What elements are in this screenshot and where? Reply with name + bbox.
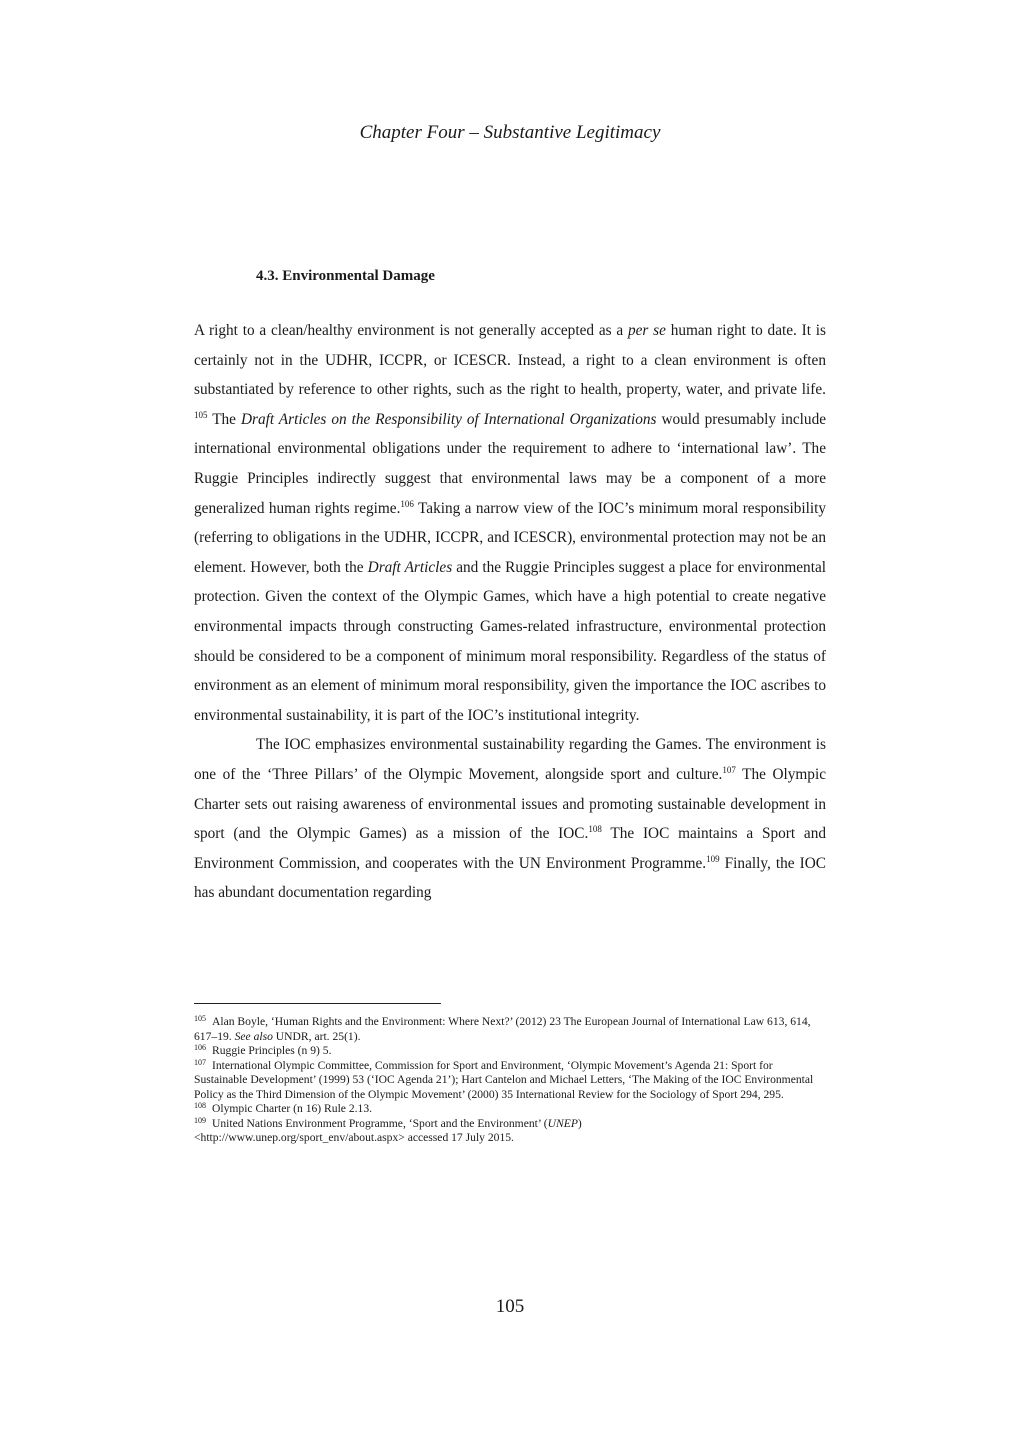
emphasis: per se — [627, 322, 666, 339]
text-run: The IOC maintains a Sport and Environment Commission, and cooperates with the UN Environment Programme. — [194, 825, 826, 872]
body-text — [194, 316, 826, 908]
text-run: The Olympic Charter sets out raising awareness of environmental issues and promoting sustainable development in sport (and the Olympic Games) as a mission of the IOC. — [194, 765, 826, 843]
text-run: would presumably include international environmental obligations under the requirement to adhere to ‘international law’. The Ruggie Principles indirectly suggest that environmental laws may be a component of a more generalized human rights regime. — [194, 410, 827, 517]
footnote-107 — [194, 1059, 826, 1103]
footnote-text: United Nations Environment Programme, ‘Sport and the Environment’ ( — [212, 1116, 548, 1130]
footnote-ref-106[interactable]: 106 — [400, 498, 414, 509]
footnote-text: Ruggie Principles (n 9) 5. — [212, 1044, 332, 1057]
text-run: Taking a narrow view of the IOC’s minimum moral responsibility (referring to obligations in the UDHR, ICCPR, and ICESCR), environmental protection may not be an element. However, both the — [194, 499, 826, 576]
text-run: The — [207, 410, 241, 428]
footnote-text: Alan Boyle, ‘Human Rights and the Environment: Where Next?’ (2012) 23 The European Journal of International Law 613, 614, 617–19. — [194, 1015, 811, 1043]
emphasis: UNEP — [547, 1116, 578, 1130]
text-run: Finally, the IOC has abundant documentation regarding — [194, 854, 826, 902]
emphasis: See also — [234, 1029, 273, 1043]
footnote-105 — [194, 1015, 826, 1044]
section-heading: 4.3. Environmental Damage — [256, 268, 435, 284]
footnote-ref-107[interactable]: 107 — [722, 764, 736, 775]
footnotes — [194, 1015, 826, 1146]
footnote-text: International Olympic Committee, Commission for Sport and Environment, ‘Olympic Movement’s Agenda 21: Sport for Sustainable Development’ (1999) 53 (‘IOC Agenda 21’); Hart Cantelon and Michael Letters, ‘The Making of the IOC Environmental Policy as the Third Dimension of the Olympic Movement’ (2000) 35 International Review for the Sociology of Sport 294, 295. — [194, 1058, 814, 1101]
footnote-ref-108[interactable]: 108 — [588, 824, 602, 835]
footnote-text: UNDR, art. 25(1). — [272, 1029, 361, 1043]
emphasis: Draft Articles on the Responsibility of International Organizations — [240, 410, 657, 428]
footnote-number: 106 — [194, 1043, 206, 1052]
footnote-text: ) — [577, 1116, 582, 1130]
footnote-ref-105[interactable]: 105 — [194, 409, 208, 420]
footnote-108 — [194, 1102, 826, 1117]
footnote-number: 107 — [194, 1057, 206, 1067]
text-run: and the Ruggie Principles suggest a place for environmental protection. Given the context of the Olympic Games, which have a high potential to create negative environmental impacts through constructing Games-related infrastructure, environmental protection should be considered to be a component of minimum moral responsibility. Regardless of the status of environment as an element of minimum moral responsibility, given the importance the IOC ascribes to environmental sustainability, it is part of the IOC’s institutional integrity. — [194, 558, 826, 724]
footnote-text: Olympic Charter (n 16) Rule 2.13. — [212, 1102, 373, 1115]
footnote-url[interactable]: <http://www.unep.org/sport_env/about.aspx> accessed 17 July 2015. — [194, 1131, 514, 1144]
emphasis: Draft Articles — [367, 558, 453, 576]
text-run: The IOC emphasizes environmental sustainability regarding the Games. The environment is one of the ‘Three Pillars’ of the Olympic Movement, alongside sport and culture. — [194, 736, 826, 783]
footnote-separator — [194, 1003, 441, 1004]
paragraph-1 — [194, 316, 826, 730]
footnote-number: 108 — [194, 1101, 206, 1110]
text-run: A right to a clean/healthy environment is not generally accepted as a — [194, 322, 628, 339]
running-header-title: Chapter Four – Substantive Legitimacy — [359, 122, 661, 143]
footnote-106 — [194, 1044, 826, 1059]
footnote-109 — [194, 1117, 826, 1146]
footnote-ref-109[interactable]: 109 — [706, 853, 720, 864]
footnote-number: 105 — [194, 1014, 206, 1023]
page-number: 105 — [495, 1296, 525, 1317]
paragraph-2 — [194, 730, 826, 908]
footnote-number: 109 — [194, 1115, 206, 1125]
text-run: human right to date. It is certainly not in the UDHR, ICCPR, or ICESCR. Instead, a right to a clean environment is often substantiated by reference to other rights, such as the right to health, property, water, and private life. — [194, 322, 826, 399]
